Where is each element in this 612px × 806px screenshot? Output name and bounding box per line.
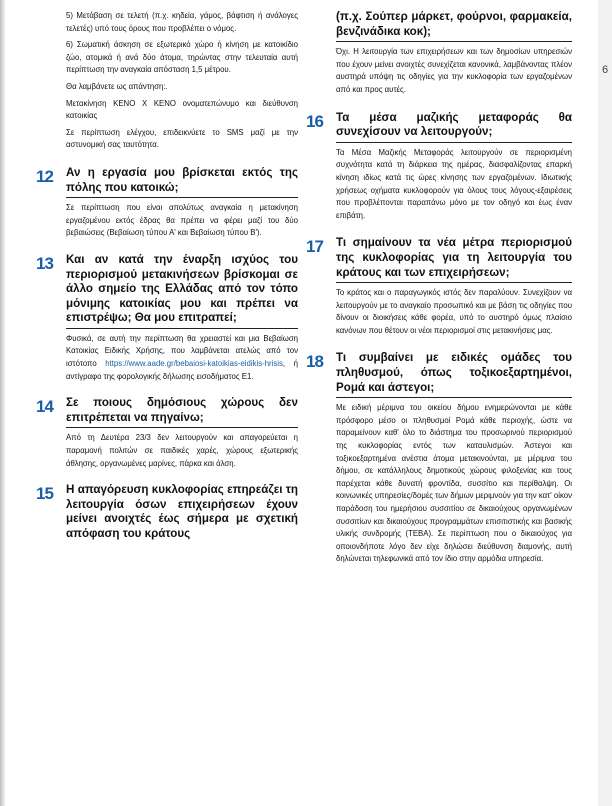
divider <box>66 328 298 329</box>
question-answer: Από τη Δευτέρα 23/3 δεν λειτουργούν και απαγορεύεται η παραμονή πολιτών σε παιδικές χαρές, χώρους εξωτερικής άθλησης, οργανωμένες μαρίνες, πάρκα και άλση. <box>66 433 298 468</box>
intro-paragraph: 5) Μετάβαση σε τελετή (π.χ. κηδεία, γάμος, βάφτιση ή ανάλογες τελετές) υπό τους όρους που προβλέπει ο νόμος. <box>66 11 298 33</box>
question-answer: Με ειδική μέριμνα του οικείου δήμου ενημερώνονται με κάθε πρόσφορο μέσο οι πληθυσμοί Ρομά κάθε περιοχής, ώστε να παραμείνουν καθ' όλο το διάστημα του προσωρινού περιορισμού της κυκλοφορίας εντός των καταυλισμών. Άστεγοι και τοξικοεξαρτημένα ανέστια άτομα μετακινούνται, με μέριμνα του δήμου, σε κατάλληλους δημοτικούς χώρους φιλοξενίας και τους παρέχεται κάθε δυνατή φροντίδα, συσσίτιο και περίθαλψη. Οι κοινωνικές υπηρεσίες/δομές των δήμων μεριμνούν για την κατ' οίκον παράδοση του ημερήσιου συσσιτίου σε δικαιούχους οργανωμένων συσσιτίων και δικαιούχους προγραμμάτων επισιτιστικής και βασικής υλικής συνδρομής (ΤΕΒΑ). Σε περίπτωση που ο δικαιούχος για οποιονδήποτε λόγο δεν είχε δηλώσει διεύθυνση διαμονής, αυτή δηλώνεται τηλεφωνικά από τον ίδιο στην αρμόδια υπηρεσία. <box>336 403 572 564</box>
page-fold-shadow <box>0 0 6 806</box>
divider <box>66 427 298 428</box>
divider <box>336 397 572 398</box>
intro-text <box>66 10 298 152</box>
question-number: 14 <box>36 397 53 417</box>
answer-text: , ή αντίγραφο της φορολογικής δήλωσης εισοδήματος Ε1. <box>66 359 299 381</box>
question-title: Τι σημαίνουν τα νέα μέτρα περιορισμού της κυκλοφορίας για τη λειτουργία του κράτους και των επιχειρήσεων; <box>336 236 572 279</box>
question-title: Η απαγόρευση κυκλοφορίας επηρεάζει τη λειτουργία όσων επιχειρήσεων έχουν μείνει ανοιχτές έως σήμερα με σχετική απόφαση του κράτους <box>66 483 298 540</box>
next-page-edge <box>598 0 612 806</box>
intro-paragraph: Θα λαμβάνετε ως απάντηση:. <box>66 81 168 91</box>
question-title: Αν η εργασία μου βρίσκεται εκτός της πόλης που κατοικώ; <box>66 165 298 194</box>
divider <box>336 282 572 283</box>
question-answer: Όχι. Η λειτουργία των επιχειρήσεων και των δημοσίων υπηρεσιών που έχουν μείνει ανοιχτές συνεχίζεται κανονικά, λαμβάνοντας πλέον αυστηρά υπόψη τις οδηγίες για την κυκλοφορία των εργαζομένων από και προς αυτές. <box>336 47 572 94</box>
question-title-continued: (π.χ. Σούπερ μάρκετ, φούρνοι, φαρμακεία, βενζινάδικα κοκ); <box>336 10 572 38</box>
right-column <box>306 10 572 566</box>
divider <box>336 41 572 42</box>
question-14 <box>36 396 298 470</box>
aade-link[interactable]: https://www.aade.gr/bebaiosi-katoikias-eidikis-hrisis <box>105 359 283 369</box>
question-title: Τα μέσα μαζικής μεταφοράς θα συνεχίσουν να λειτουργούν; <box>336 110 572 139</box>
question-answer <box>66 333 298 383</box>
answer-text: Φυσικά, σε αυτή την περίπτωση θα χρειαστεί και μια Βεβαίωση Κατοικίας Ειδικής Χρήσης, που λαμβάνεται ατελώς από τον ιστότοπο <box>66 333 298 369</box>
question-title: Σε ποιους δημόσιους χώρους δεν επιτρέπεται να πηγαίνω; <box>66 396 298 424</box>
question-answer: Το κράτος και ο παραγωγικός ιστός δεν παραλύουν. Συνεχίζουν να λειτουργούν με το αναγκαίο προσωπικό και με βάση τις οδηγίες που δίνουν οι διοικήσεις κάθε φορέα, υπό το αυστηρό όμως πλαίσιο κανόνων που θέτουν οι νέοι περιορισμοί στις μετακινήσεις μας. <box>336 288 572 335</box>
intro-paragraph: Μετακίνηση ΚΕΝΟ Χ ΚΕΝΟ ονοματεπώνυμο και διεύθυνση κατοικίας <box>66 98 298 121</box>
divider <box>66 197 298 198</box>
question-number: 18 <box>306 352 323 372</box>
left-column <box>36 10 299 542</box>
question-number: 15 <box>36 484 53 504</box>
question-18 <box>306 351 572 566</box>
intro-paragraph: 6) Σωματική άσκηση σε εξωτερικό χώρο ή κίνηση με κατοικίδιο ζώο, ατομικά ή ανά δύο άτομα, τηρώντας στην τελευταία αυτή περίπτωση την αναγκαία απόσταση 1,5 μέτρου. <box>66 40 298 75</box>
question-15 <box>36 483 298 541</box>
divider <box>336 142 572 143</box>
question-number: 13 <box>36 253 53 273</box>
question-13 <box>36 252 299 383</box>
question-title: Τι συμβαίνει με ειδικές ομάδες του πληθυσμού, όπως τοξικοεξαρτημένοι, Ρομά και άστεγοι; <box>336 351 572 394</box>
intro-paragraph: Σε περίπτωση ελέγχου, επιδεικνύετε το SMS μαζί με την αστυνομική σας ταυτότητα. <box>66 127 298 150</box>
question-number: 16 <box>306 111 323 131</box>
question-12 <box>36 165 298 240</box>
next-page-edge-letter: 6 <box>602 64 609 76</box>
question-answer: Σε περίπτωση που είναι απολύτως αναγκαία η μετακίνηση εργαζομένου εκτός έδρας θα πρέπει να φέρει μαζί του δύο βεβαιώσεις (Βεβαίωση τύπου Α' και Βεβαίωση τύπου Β'). <box>66 203 298 238</box>
question-number: 17 <box>306 237 323 257</box>
question-title: Και αν κατά την έναρξη ισχύος του περιορισμού μετακινήσεων βρίσκομαι σε άλλο σημείο της Ελλάδας από τον τόπο μόνιμης κατοικίας μου και πρέπει να επιστρέψω; Θα μου επιτραπεί; <box>66 252 298 325</box>
question-15-continued <box>336 10 572 97</box>
question-number: 12 <box>36 166 53 186</box>
question-16 <box>306 110 572 223</box>
question-17 <box>306 236 572 337</box>
question-answer: Τα Μέσα Μαζικής Μεταφοράς λειτουργούν σε περιορισμένη συχνότητα κατά τη διάρκεια της ημέρας, διασφαλίζοντας επαρκή κίνηση ιδίως κατά τις ώρες κίνησης των εργαζομένων. Ιδιωτικής χρήσεως οχήματα κυκλοφορούν για όλους τους λόγους-εξαιρέσεις που προβλέπονται παραπάνω μόνο με τον οδηγό και έως έναν επιβάτη. <box>336 147 572 220</box>
